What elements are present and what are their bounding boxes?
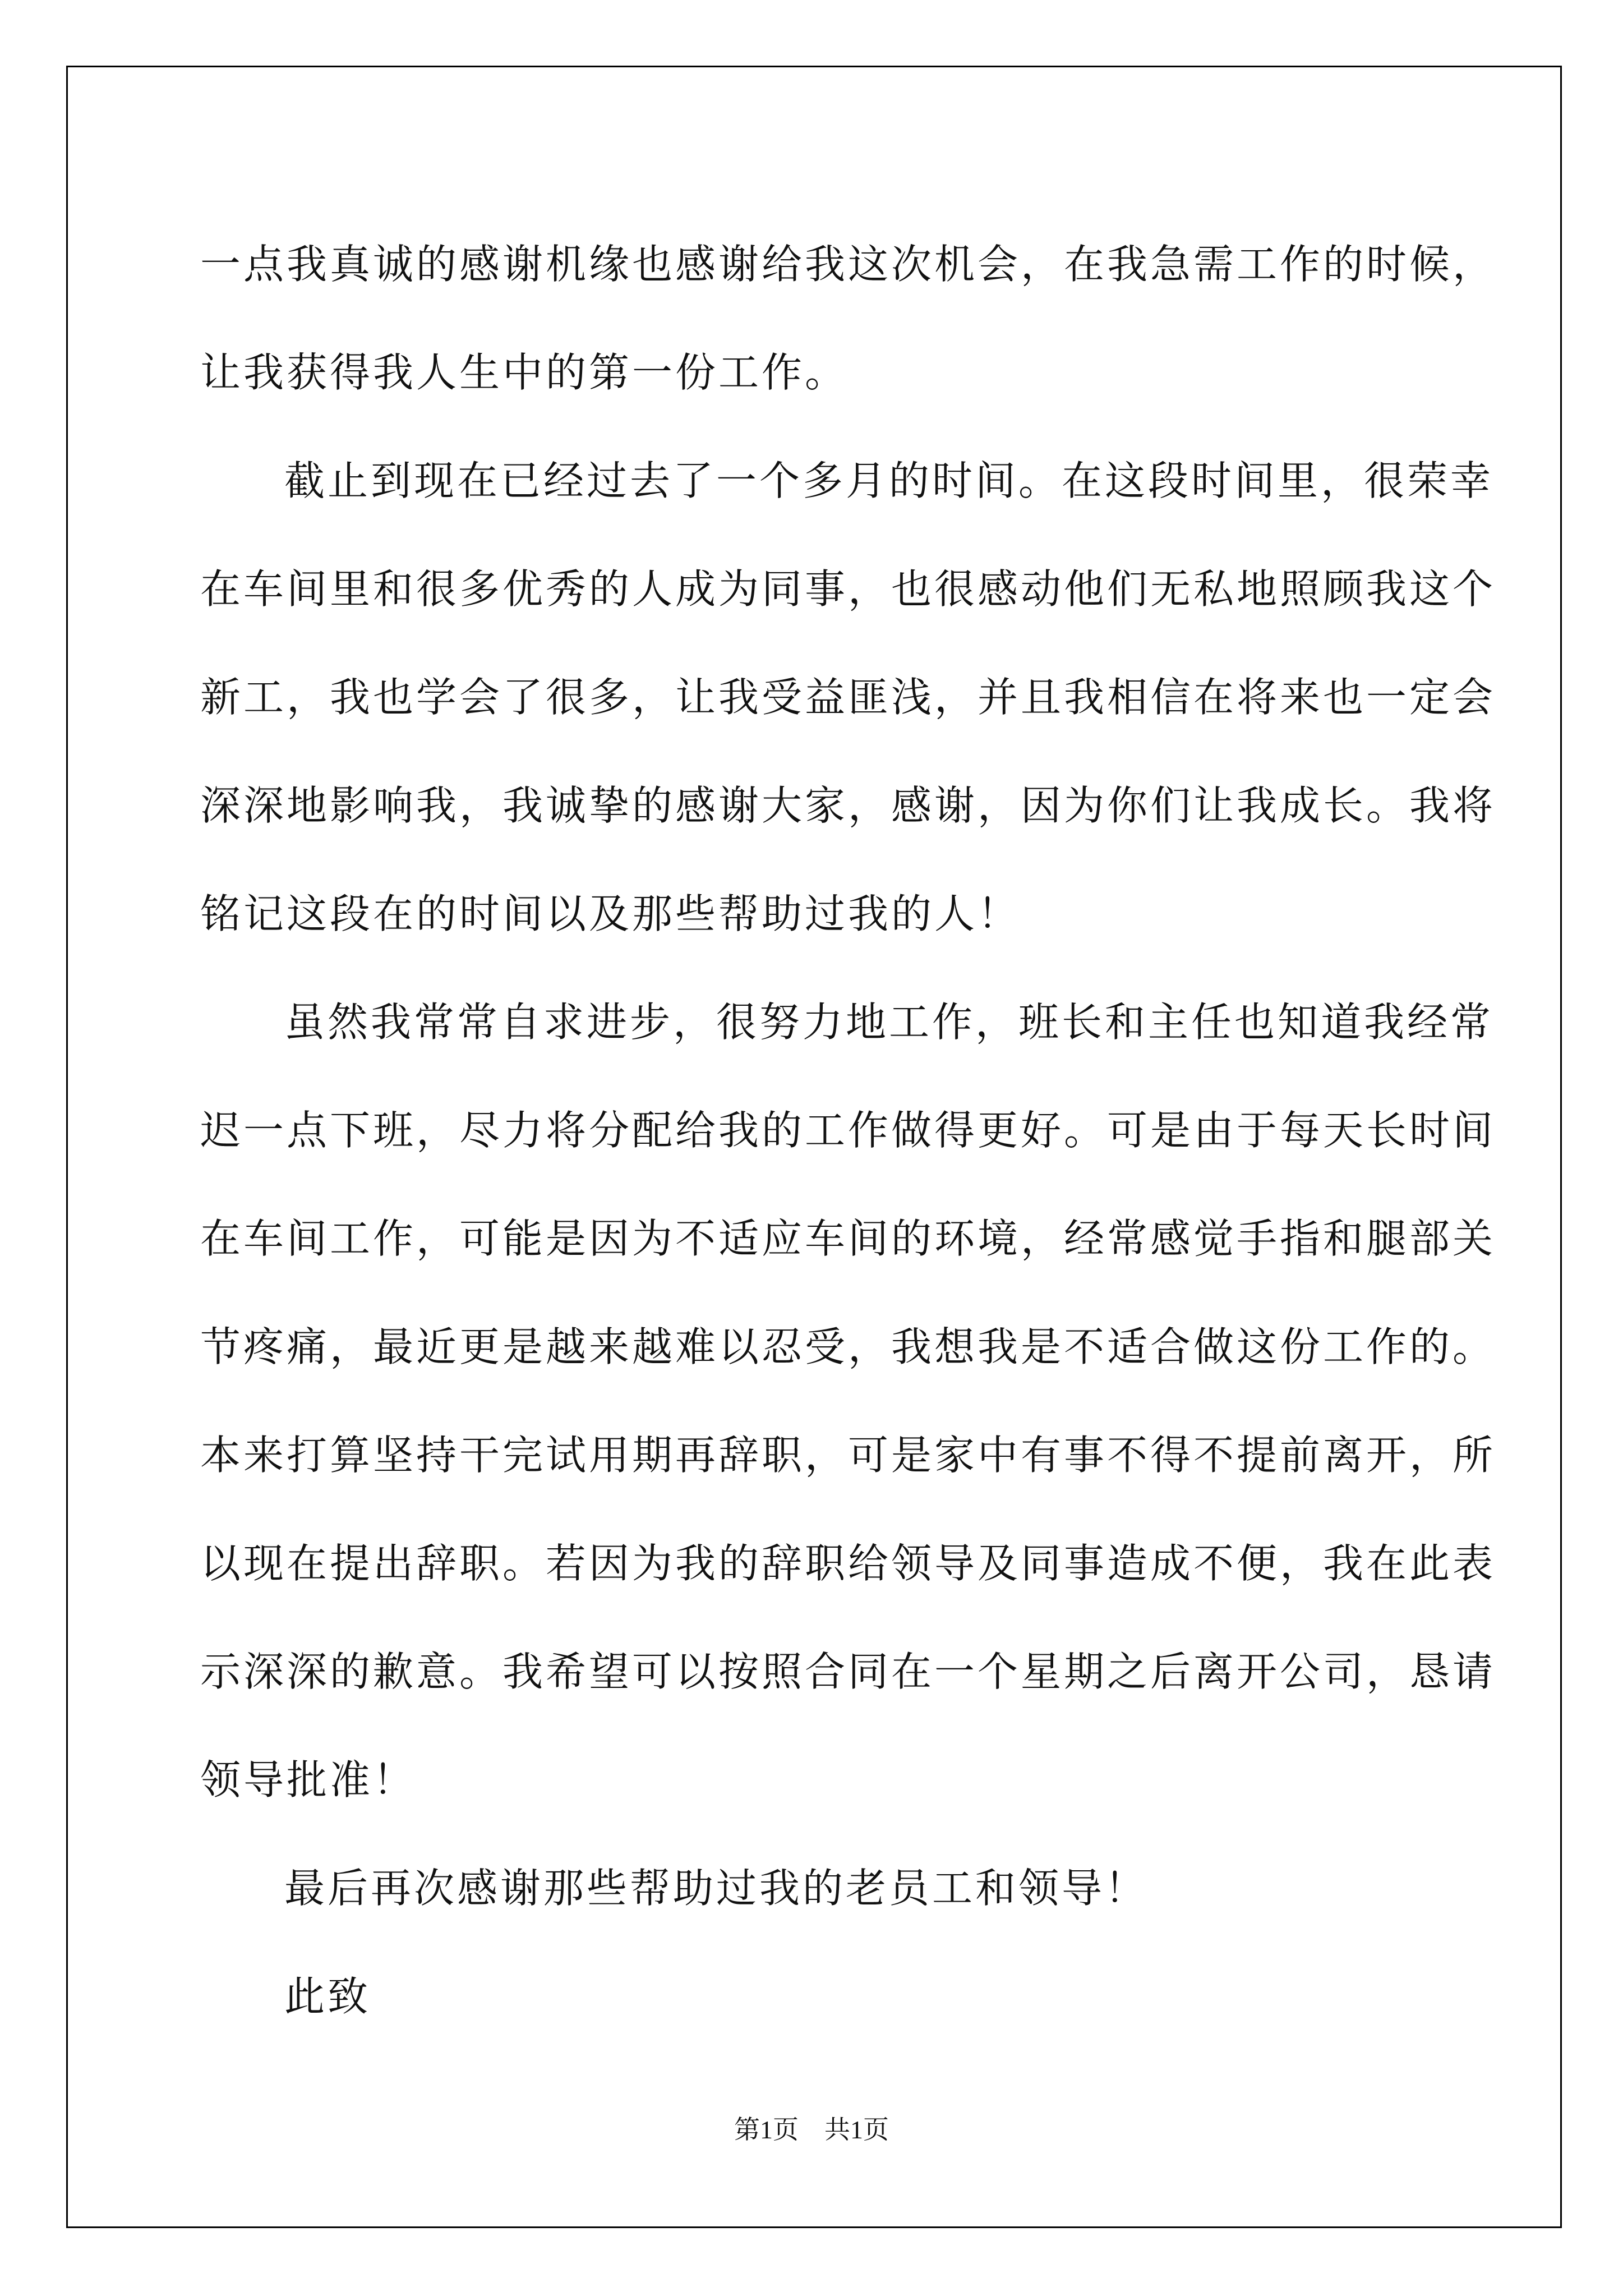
paragraph <box>200 1943 1434 2051</box>
text-line: 此致 <box>284 1973 371 2020</box>
text-line: 深深地影响我，我诚挚的感谢大家，感谢，因为你们让我成长。我将 <box>200 782 1496 829</box>
text-line: 虽然我常常自求进步，很努力地工作，班长和主任也知道我经常 <box>284 999 1494 1046</box>
text-line: 最后再次感谢那些帮助过我的老员工和领导！ <box>284 1865 1149 1912</box>
text-line: 截止到现在已经过去了一个多月的时间。在这段时间里，很荣幸 <box>284 457 1494 504</box>
text-line: 迟一点下班，尽力将分配给我的工作做得更好。可是由于每天长时间 <box>200 1107 1496 1154</box>
text-line: 以现在提出辞职。若因为我的辞职给领导及同事造成不便，我在此表 <box>200 1540 1496 1587</box>
text-line: 本来打算坚持干完试用期再辞职，可是家中有事不得不提前离开，所 <box>200 1432 1496 1479</box>
text-line: 让我获得我人生中的第一份工作。 <box>200 349 849 396</box>
text-line: 新工，我也学会了很多，让我受益匪浅，并且我相信在将来也一定会 <box>200 674 1496 721</box>
paragraph <box>200 427 1496 968</box>
text-line: 领导批准！ <box>200 1756 417 1803</box>
document-body <box>200 210 1496 2051</box>
text-line: 示深深的歉意。我希望可以按照合同在一个星期之后离开公司，恳请 <box>200 1648 1496 1695</box>
text-line: 铭记这段在的时间以及那些帮助过我的人！ <box>200 890 1021 937</box>
text-line: 在车间工作，可能是因为不适应车间的环境，经常感觉手指和腿部关 <box>200 1215 1496 1262</box>
paragraph <box>200 1834 1434 1943</box>
paragraph <box>200 968 1496 1834</box>
page-footer: 第1页 共1页 <box>734 2115 889 2144</box>
text-line: 在车间里和很多优秀的人成为同事，也很感动他们无私地照顾我这个 <box>200 565 1496 613</box>
text-line: 一点我真诚的感谢机缘也感谢给我这次机会，在我急需工作的时候， <box>200 241 1496 288</box>
text-line: 节疼痛，最近更是越来越难以忍受，我想我是不适合做这份工作的。 <box>200 1323 1496 1370</box>
paragraph <box>200 210 1496 427</box>
